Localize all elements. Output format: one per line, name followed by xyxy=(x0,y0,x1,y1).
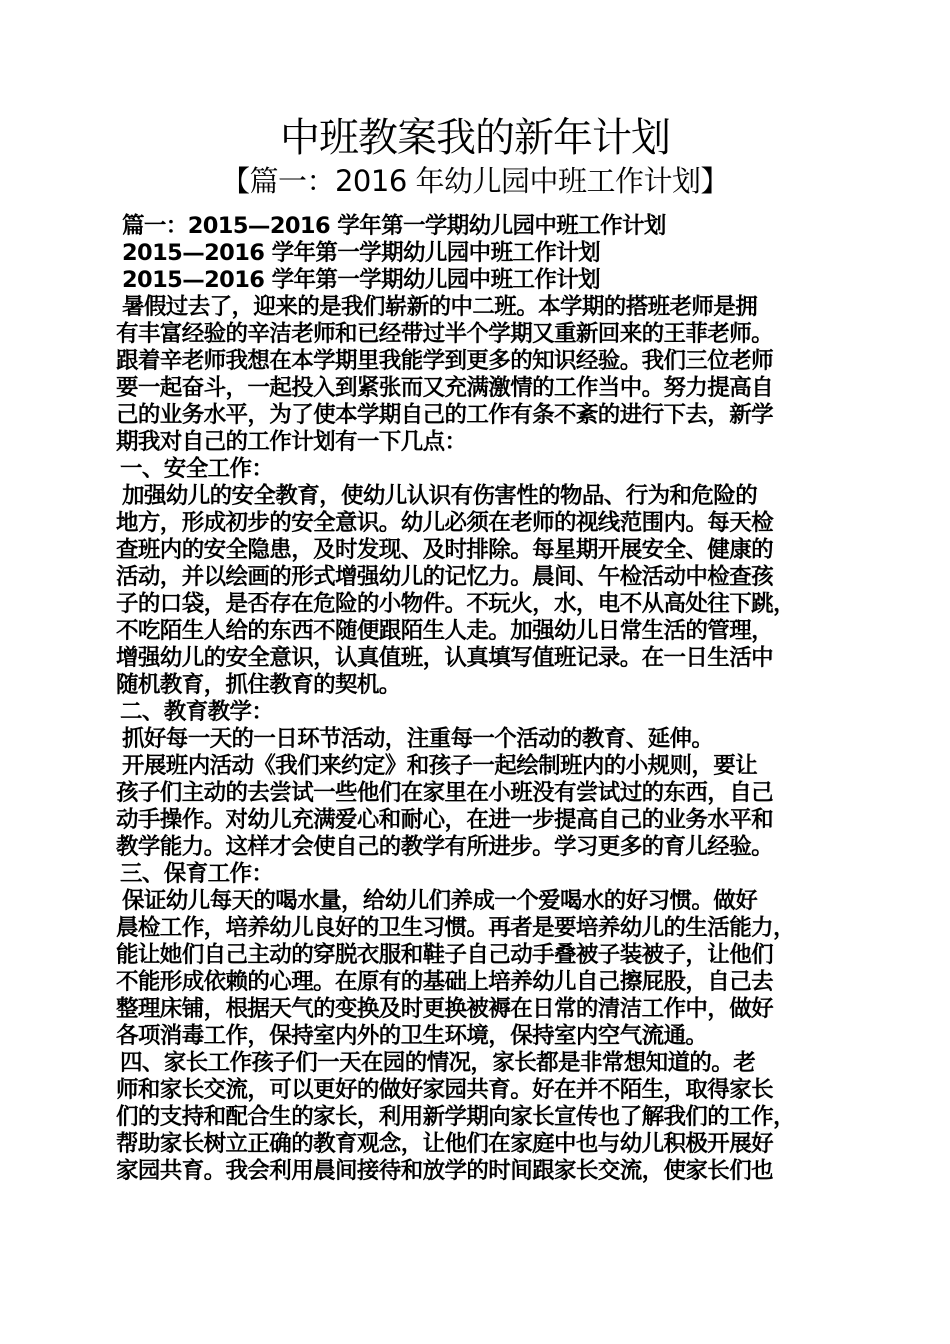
text-line: 能让她们自己主动的穿脱衣服和鞋子自己动手叠被子装被子，让他们 xyxy=(116,942,774,968)
text-line: 己的业务水平，为了使本学期自己的工作有条不紊的进行下去，新学 xyxy=(116,402,774,428)
text-line: 帮助家长树立正确的教育观念，让他们在家庭中也与幼儿积极开展好 xyxy=(116,1131,774,1157)
document-body xyxy=(116,213,836,1185)
text-line: 随机教育，抓住教育的契机。 xyxy=(116,672,401,698)
text-line: 查班内的安全隐患，及时发现、及时排除。每星期开展安全、健康的 xyxy=(116,537,774,563)
text-line: 不吃陌生人给的东西不随便跟陌生人走。加强幼儿日常生活的管理， xyxy=(116,618,774,644)
text-line: 篇一：2015—2016 学年第一学期幼儿园中班工作计划 xyxy=(122,213,666,239)
section-heading-safety: 一、安全工作： xyxy=(120,456,274,482)
text-line: 增强幼儿的安全意识，认真值班，认真填写值班记录。在一日生活中 xyxy=(116,645,774,671)
text-line: 晨检工作，培养幼儿良好的卫生习惯。再者是要培养幼儿的生活能力， xyxy=(116,915,795,941)
text-line: 有丰富经验的辛洁老师和已经带过半个学期又重新回来的王菲老师。 xyxy=(116,321,774,347)
text-line: 活动，并以绘画的形式增强幼儿的记忆力。晨间、午检活动中检查孩 xyxy=(116,564,774,590)
text-line: 加强幼儿的安全教育，使幼儿认识有伤害性的物品、行为和危险的 xyxy=(122,483,758,509)
text-line: 整理床铺，根据天气的变换及时更换被褥在日常的清洁工作中，做好 xyxy=(116,996,774,1022)
text-line: 抓好每一天的一日环节活动，注重每一个活动的教育、延伸。 xyxy=(122,726,714,752)
text-line: 子的口袋，是否存在危险的小物件。不玩火，水，电不从高处往下跳， xyxy=(116,591,795,617)
section-heading-care: 三、保育工作： xyxy=(120,861,274,887)
text-line: 暑假过去了，迎来的是我们崭新的中二班。本学期的搭班老师是拥 xyxy=(122,294,758,320)
text-line: 期我对自己的工作计划有一下几点： xyxy=(116,429,467,455)
text-line: 家园共育。我会利用晨间接待和放学的时间跟家长交流，使家长们也 xyxy=(116,1158,774,1184)
text-line: 教学能力。这样才会使自己的教学有所进步。学习更多的育儿经验。 xyxy=(116,834,774,860)
text-line: 师和家长交流，可以更好的做好家园共育。好在并不陌生，取得家长 xyxy=(116,1077,774,1103)
text-line: 动手操作。对幼儿充满爱心和耐心，在进一步提高自己的业务水平和 xyxy=(116,807,774,833)
text-line: 保证幼儿每天的喝水量，给幼儿们养成一个爱喝水的好习惯。做好 xyxy=(122,888,758,914)
text-line: 不能形成依赖的心理。在原有的基础上培养幼儿自己擦屁股，自己去 xyxy=(116,969,774,995)
document-title: 中班教案我的新年计划 xyxy=(280,115,670,161)
section-heading-parents: 四、家长工作孩子们一天在园的情况，家长都是非常想知道的。老 xyxy=(120,1050,756,1076)
text-line: 开展班内活动《我们来约定》和孩子一起绘制班内的小规则，要让 xyxy=(122,753,758,779)
text-line: 要一起奋斗，一起投入到紧张而又充满激情的工作当中。努力提高自 xyxy=(116,375,774,401)
section-heading-teaching: 二、教育教学： xyxy=(120,699,274,725)
text-line: 各项消毒工作，保持室内外的卫生环境，保持室内空气流通。 xyxy=(116,1023,708,1049)
document-subtitle: 【篇一：2016 年幼儿园中班工作计划】 xyxy=(220,164,730,198)
text-line: 们的支持和配合生的家长，利用新学期向家长宣传也了解我们的工作， xyxy=(116,1104,795,1130)
text-line: 2015—2016 学年第一学期幼儿园中班工作计划 xyxy=(122,267,601,293)
text-line: 2015—2016 学年第一学期幼儿园中班工作计划 xyxy=(122,240,601,266)
text-line: 跟着辛老师我想在本学期里我能学到更多的知识经验。我们三位老师 xyxy=(116,348,774,374)
text-line: 地方，形成初步的安全意识。幼儿必须在老师的视线范围内。每天检 xyxy=(116,510,774,536)
text-line: 孩子们主动的去尝试一些他们在家里在小班没有尝试过的东西，自己 xyxy=(116,780,774,806)
